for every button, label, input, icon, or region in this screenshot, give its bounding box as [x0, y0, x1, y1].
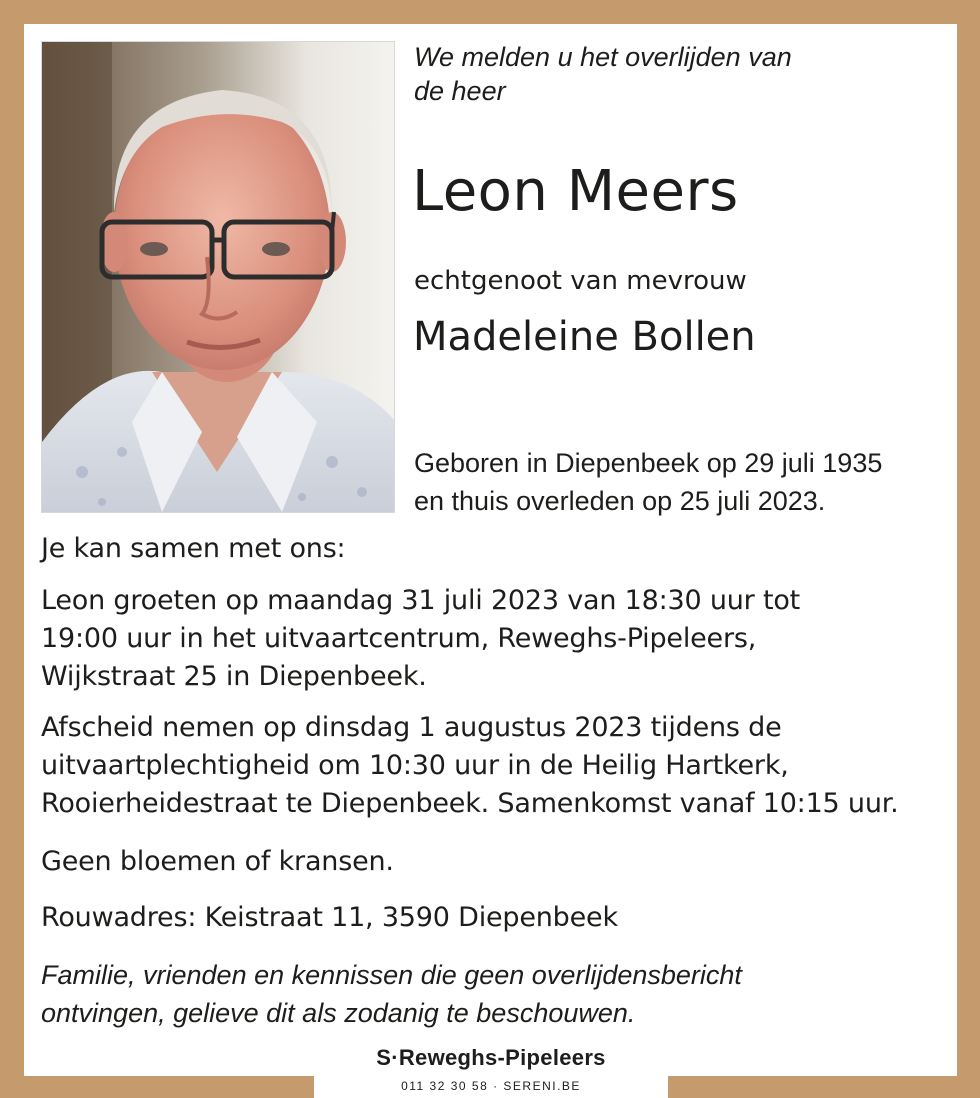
details-intro-line: Je kan samen met ons:: [41, 533, 346, 564]
birth-line: Geboren in Diepenbeek op 29 juli 1935: [414, 448, 883, 478]
visitation-line: Wijkstraat 25 in Diepenbeek.: [41, 661, 427, 692]
farewell-line: Rooierheidestraat te Diepenbeek. Samenkomst vanaf 10:15 uur.: [41, 788, 899, 819]
death-line: en thuis overleden op 25 juli 2023.: [414, 486, 826, 516]
farewell-line: Afscheid nemen op dinsdag 1 augustus 2023 tijdens de: [41, 712, 782, 743]
flowers-note: [41, 843, 941, 881]
visitation-paragraph: [41, 582, 941, 696]
farewell-line: uitvaartplechtigheid om 10:30 uur in de Heilig Hartkerk,: [41, 750, 789, 781]
spouse-name: Madeleine Bollen: [413, 314, 756, 360]
intro-text: [414, 40, 934, 108]
birth-death-dates: [414, 444, 882, 520]
portrait-illustration: [42, 42, 395, 513]
visitation-line: 19:00 uur in het uitvaartcentrum, Reweghs-Pipeleers,: [41, 623, 757, 654]
deceased-name: Leon Meers: [412, 159, 739, 224]
funeral-home-contact: 011 32 30 58 · SERENI.BE: [401, 1079, 581, 1093]
intro-line: We melden u het overlijden van: [414, 42, 792, 72]
flowers-line: Geen bloemen of kransen.: [41, 846, 394, 877]
details-intro: [41, 530, 941, 568]
funeral-home-name: S·Reweghs-Pipeleers: [376, 1045, 606, 1070]
intro-line: de heer: [414, 76, 506, 106]
family-note-line: ontvingen, gelieve dit als zodanig te beschouwen.: [41, 998, 636, 1028]
farewell-paragraph: [41, 709, 941, 823]
mourning-address: [41, 899, 941, 937]
address-line: Rouwadres: Keistraat 11, 3590 Diepenbeek: [41, 902, 618, 933]
spouse-label: echtgenoot van mevrouw: [414, 266, 747, 296]
family-note: [41, 956, 941, 1032]
portrait-photo: [41, 41, 395, 513]
family-note-line: Familie, vrienden en kennissen die geen overlijdensbericht: [41, 960, 742, 990]
visitation-line: Leon groeten op maandag 31 juli 2023 van 18:30 uur tot: [41, 585, 801, 616]
